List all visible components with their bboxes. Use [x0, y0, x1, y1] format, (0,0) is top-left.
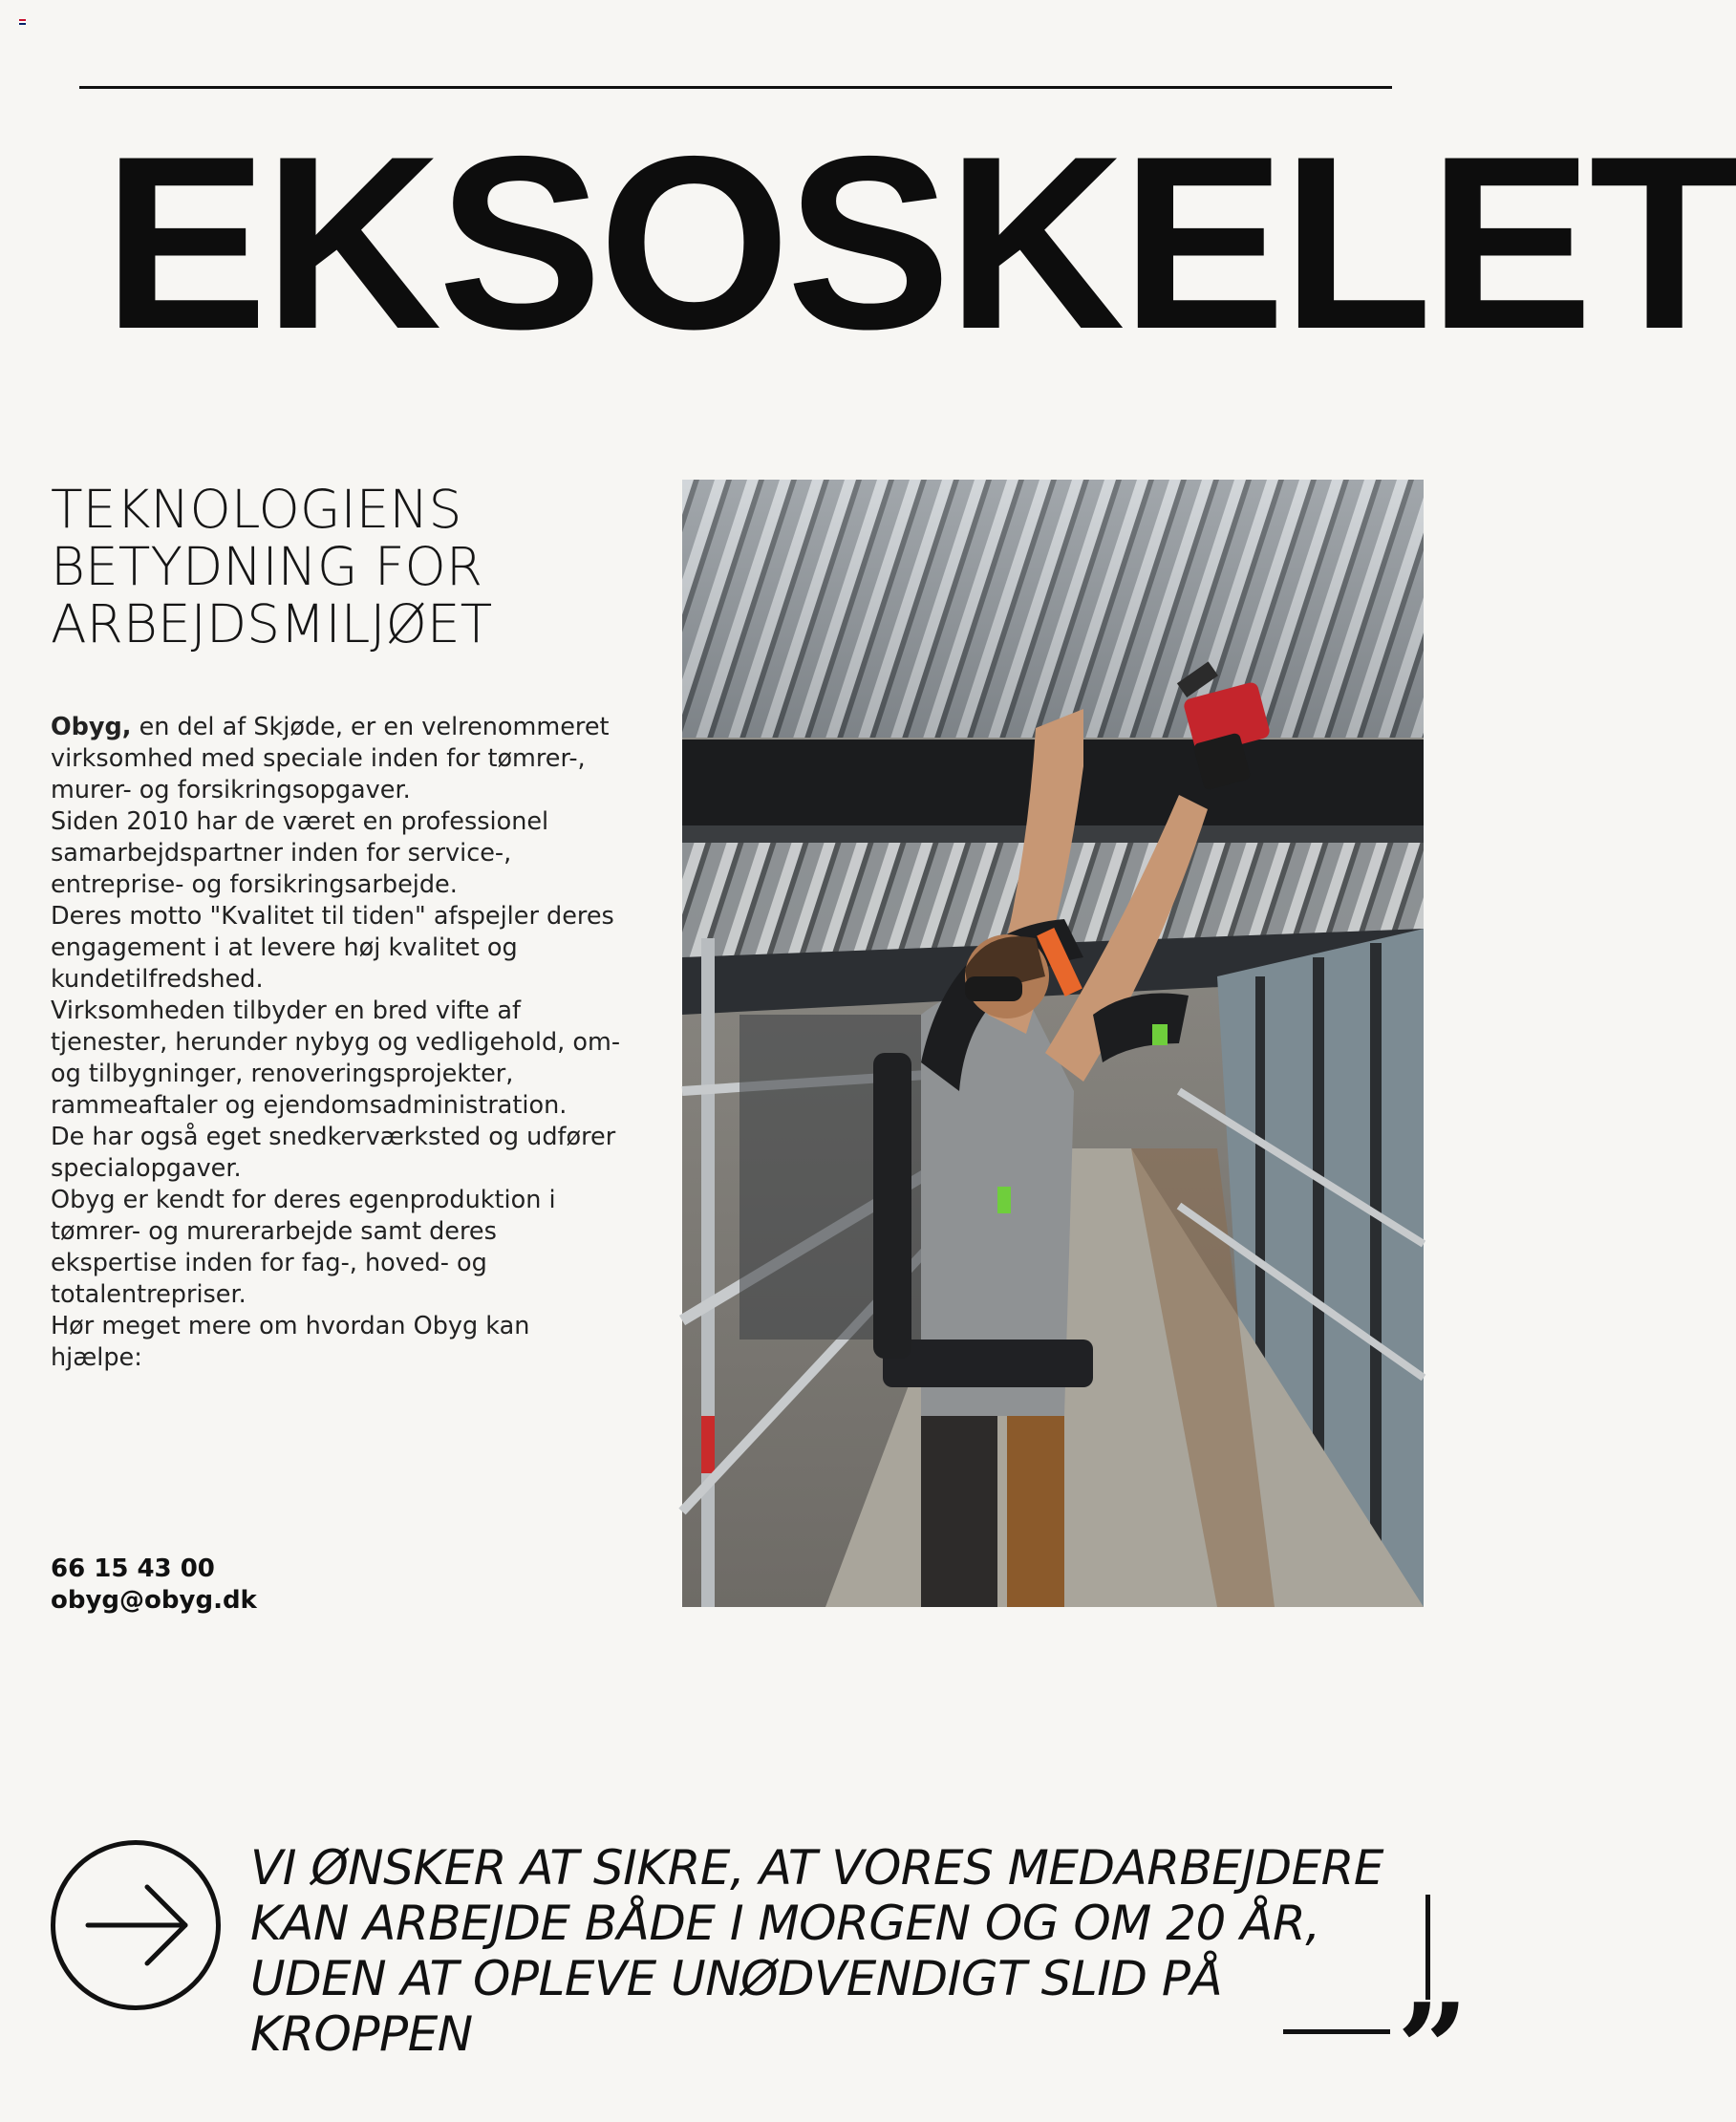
arrow-right-icon: [51, 1840, 221, 2010]
body-paragraph: Obyg er kendt for deres egenproduktion i tømrer- og murerarbejde samt deres ekspertise inden for fag-, hoved- og totalentrepriser.: [51, 1186, 556, 1309]
body-paragraph: Hør meget mere om hvordan Obyg kan hjælpe:: [51, 1312, 530, 1372]
article-body: [51, 712, 624, 1374]
body-paragraph: Deres motto "Kvalitet til tiden" afspejler deres engagement i at levere høj kvalitet og kundetilfredshed.: [51, 902, 614, 994]
body-paragraph: De har også eget snedkerværksted og udfører specialopgaver.: [51, 1123, 616, 1183]
phone-number[interactable]: 66 15 43 00: [51, 1554, 215, 1583]
intro-paragraph: [51, 712, 624, 806]
body-paragraph: Siden 2010 har de været en professionel samarbejdspartner inden for service-, entreprise- og forsikringsarbejde.: [51, 807, 549, 899]
company-name: Obyg,: [51, 713, 132, 741]
quote-mark-icon: ”: [1397, 1976, 1468, 2122]
email-link[interactable]: obyg@obyg.dk: [51, 1586, 257, 1615]
worker-exoskeleton-photo: [682, 480, 1424, 1607]
pull-quote: VI ØNSKER AT SIKRE, AT VORES MEDARBEJDERE KAN ARBEJDE BÅDE I MORGEN OG OM 20 ÅR, UDEN AT OPLEVE UNØDVENDIGT SLID PÅ KROPPEN: [250, 1840, 1384, 2062]
subheading-line: TEKNOLOGIENS: [51, 479, 462, 540]
body-paragraph: Virksomheden tilbyder en bred vifte af tjenester, herunder nybyg og vedligehold, om- og tilbygninger, renoveringsprojekter, rammeaftaler og ejendomsadministration.: [51, 997, 621, 1120]
page-title: EKSOSKELET: [103, 104, 1736, 380]
subheading-line: BETYDNING FOR: [51, 536, 483, 597]
subheading-line: ARBEJDSMILJØET: [51, 593, 493, 654]
intro-text: en del af Skjøde, er en velrenommeret virksomhed med speciale inden for tømrer-, murer- og forsikringsopgaver.: [51, 713, 610, 804]
quote-divider-horizontal: [1283, 2029, 1390, 2034]
top-divider: [79, 86, 1392, 89]
article-subheading: [51, 481, 624, 653]
contact-block: [51, 1554, 257, 1617]
flag-icon: [19, 19, 26, 25]
